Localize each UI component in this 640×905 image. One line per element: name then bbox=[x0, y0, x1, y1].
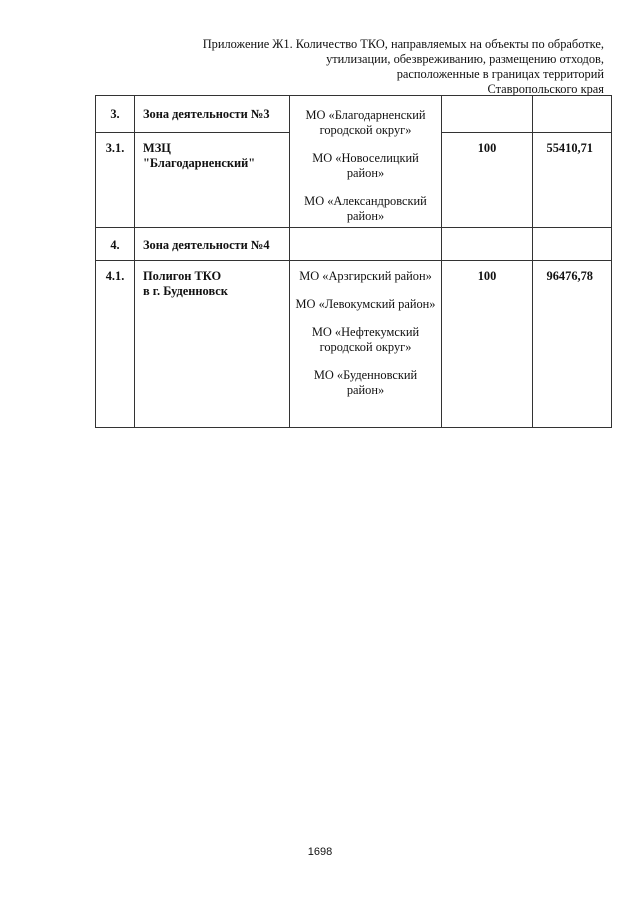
zone-4-volume-empty bbox=[533, 228, 612, 261]
row-3-1-name-line-1: МЗЦ bbox=[143, 141, 171, 155]
mo-item: МО «Буденновский район» bbox=[313, 368, 418, 397]
zone-4-title: Зона деятельности №4 bbox=[135, 228, 290, 261]
header-line-1: Приложение Ж1. Количество ТКО, направляемых на объекты по обработке, bbox=[202, 37, 604, 51]
row-3-1-number: 3.1. bbox=[96, 133, 135, 228]
mo-item: МО «Левокумский район» bbox=[295, 297, 436, 311]
row-4-1-percent: 100 bbox=[442, 261, 533, 428]
row-4-1-name bbox=[135, 261, 290, 428]
document-header bbox=[184, 37, 604, 97]
zone-4-percent-empty bbox=[442, 228, 533, 261]
row-4-1-name-line-1: Полигон ТКО bbox=[143, 269, 222, 283]
row-4-1-municipalities bbox=[290, 261, 442, 428]
mo-item: МО «Новоселицкий район» bbox=[312, 151, 419, 180]
zone-3-title: Зона деятельности №3 bbox=[135, 96, 290, 133]
header-line-3: расположенные в границах территорий bbox=[396, 67, 604, 81]
zone-3-number: 3. bbox=[96, 96, 135, 133]
header-line-2: утилизации, обезвреживанию, размещению отходов, bbox=[326, 52, 604, 66]
row-3-1-name-line-2: "Благодарненский" bbox=[143, 156, 256, 170]
page-number: 1698 bbox=[307, 846, 333, 858]
mo-item: МО «Благодарненский городской округ» bbox=[305, 108, 426, 137]
header-line-4: Ставропольского края bbox=[487, 82, 604, 96]
zone-4-mo-empty bbox=[290, 228, 442, 261]
zone-3-percent-empty bbox=[442, 96, 533, 133]
row-3-1-municipalities bbox=[290, 96, 442, 228]
row-4-1-number: 4.1. bbox=[96, 261, 135, 428]
zone-4-number: 4. bbox=[96, 228, 135, 261]
row-4-1-name-line-2: в г. Буденновск bbox=[143, 284, 228, 298]
waste-flow-table bbox=[95, 95, 612, 428]
zone-3-volume-empty bbox=[533, 96, 612, 133]
row-3-1-percent: 100 bbox=[442, 133, 533, 228]
mo-item: МО «Нефтекумский городской округ» bbox=[311, 325, 420, 354]
table-row-zone-3 bbox=[96, 96, 612, 133]
mo-item: МО «Александровский район» bbox=[304, 194, 427, 223]
row-3-1-name bbox=[135, 133, 290, 228]
table-row-zone-4 bbox=[96, 228, 612, 261]
row-3-1-volume: 55410,71 bbox=[533, 133, 612, 228]
mo-item: МО «Арзгирский район» bbox=[299, 269, 432, 283]
table-row-4-1 bbox=[96, 261, 612, 428]
row-4-1-volume: 96476,78 bbox=[533, 261, 612, 428]
